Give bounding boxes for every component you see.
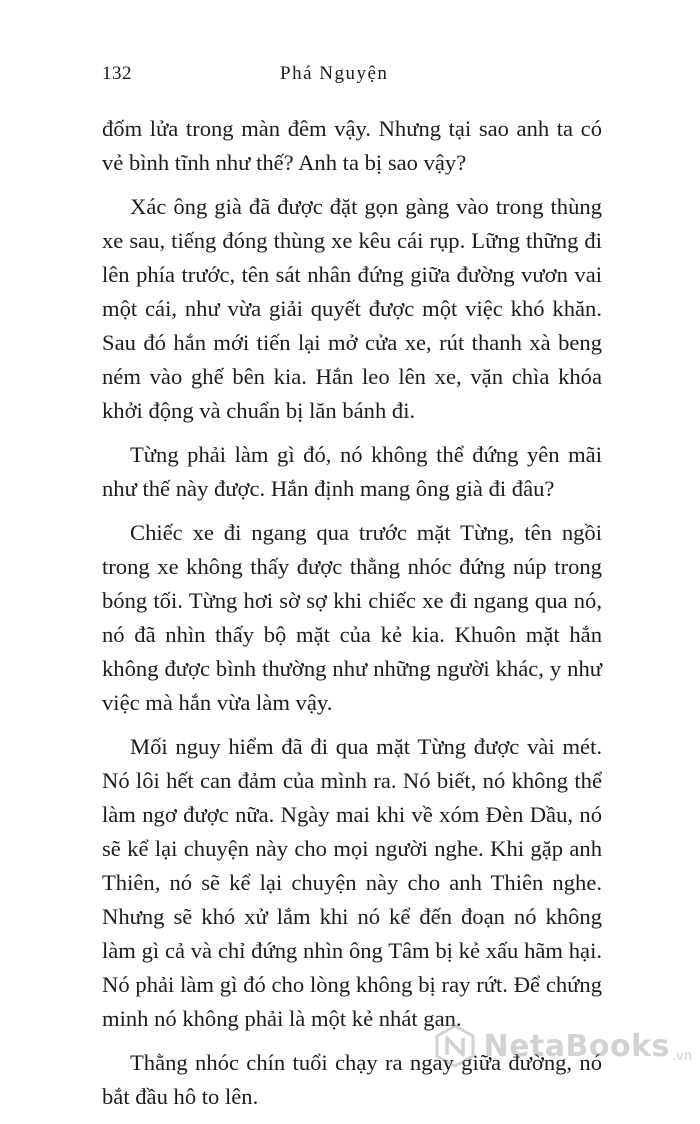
watermark-domain: .vn <box>671 1049 692 1064</box>
paragraph: Từng phải làm gì đó, nó không thể đứng yên mãi như thế này được. Hắn định mang ông già đi đâu? <box>102 442 602 501</box>
page-number: 132 <box>102 63 132 84</box>
paragraph: Mối nguy hiểm đã đi qua mặt Từng được vài mét. Nó lôi hết can đảm của mình ra. Nó biết, nó không thể làm ngơ được nữa. Ngày mai khi về xóm Đèn Dầu, nó sẽ kể lại chuyện này cho mọi người nghe. Khi gặp anh Thiên, nó sẽ kể lại chuyện này cho anh Thiên nghe. Nhưng sẽ khó xử lắm khi nó kể đến đoạn nó không làm gì cả và chỉ đứng nhìn ông Tâm bị kẻ xấu hãm hại. Nó phải làm gì đó cho lòng không bị ray rứt. Để chứng minh nó không phải là một kẻ nhát gan. <box>102 734 602 1031</box>
paragraph: Xác ông già đã được đặt gọn gàng vào trong thùng xe sau, tiếng đóng thùng xe kêu cái rụp. Lững thững đi lên phía trước, tên sát nhân đứng giữa đường vươn vai một cái, như vừa giải quyết được một việc khó khăn. Sau đó hắn mới tiến lại mở cửa xe, rút thanh xà beng ném vào ghế bên kia. Hắn leo lên xe, vặn chìa khóa khởi động và chuẩn bị lăn bánh đi. <box>102 194 602 423</box>
page-header <box>102 62 598 86</box>
paragraph: Thằng nhóc chín tuổi chạy ra ngay giữa đường, nó bắt đầu hô to lên. <box>102 1050 602 1109</box>
watermark-brand: NetaBooks <box>483 1028 670 1064</box>
body-text <box>102 112 602 1124</box>
watermark <box>435 1024 692 1068</box>
paragraph: đốm lửa trong màn đêm vậy. Nhưng tại sao anh ta có vẻ bình tĩnh như thế? Anh ta bị sao vậy? <box>102 116 602 175</box>
running-title: Phá Nguyện <box>280 63 389 84</box>
netabooks-logo-icon <box>435 1024 475 1068</box>
paragraph: Chiếc xe đi ngang qua trước mặt Từng, tên ngồi trong xe không thấy được thằng nhóc đứng núp trong bóng tối. Từng hơi sờ sợ khi chiếc xe đi ngang qua nó, nó đã nhìn thấy bộ mặt của kẻ kia. Khuôn mặt hắn không được bình thường như những người khác, y như việc mà hắn vừa làm vậy. <box>102 520 602 715</box>
